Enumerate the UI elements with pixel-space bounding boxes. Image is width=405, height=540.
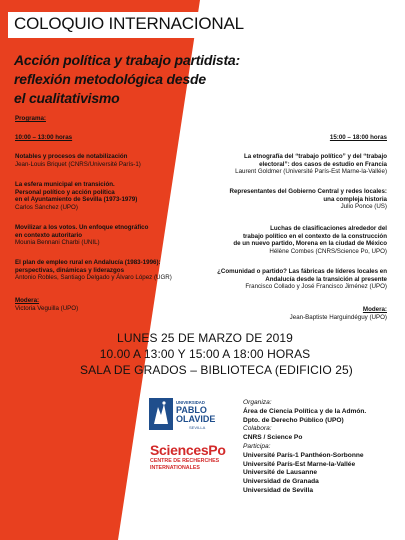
afternoon-talk	[217, 268, 387, 291]
sciencespo-logo-name: SciencesPo	[150, 442, 226, 458]
talk-speaker: Hélène Combes (CNRS/Science Po, UPO)	[269, 247, 387, 255]
participa-item: Université de Lausanne	[243, 469, 318, 477]
participa-item: Universidad de Granada	[243, 478, 319, 486]
credits-block	[243, 399, 366, 496]
afternoon-moderator	[290, 306, 387, 322]
talk-title: El plan de empleo rural en Andalucía (1983-1996):	[15, 259, 161, 266]
talk-title: en contexto autoritario	[15, 231, 83, 239]
talk-title: Personal político y acción política	[15, 188, 115, 196]
talk-title: una compleja historia	[323, 195, 387, 203]
moderator-label: Modera:	[362, 306, 387, 313]
program-label: Programa:	[15, 115, 46, 122]
sciencespo-logo	[150, 442, 230, 471]
talk-title: Luchas de clasificaciones alrededor del	[270, 225, 387, 232]
talk-title: Representantes del Gobierno Central y redes locales:	[229, 188, 387, 195]
sciencespo-logo-sub: INTERNATIONALES	[150, 464, 200, 471]
talk-speaker: Carlos Sánchez (UPO)	[15, 203, 78, 211]
talk-title: ¿Comunidad o partido? Las fábricas de líderes locales en	[217, 268, 387, 275]
talk-title: trabajo político en el contexto de la construcción	[242, 232, 387, 240]
sciencespo-logo-sub: CENTRE DE RECHERCHES	[150, 458, 220, 464]
event-venue: SALA DE GRADOS – BIBLIOTECA (EDIFICIO 25)	[80, 363, 353, 377]
talk-title: La etnografía del “trabajo político” y del “trabajo	[243, 153, 387, 160]
conference-title: COLOQUIO INTERNACIONAL	[14, 14, 244, 33]
talk-speaker: Laurent Goldmer (Université París-Est Marne-la-Vallée)	[235, 168, 387, 176]
participa-item: Universidad de Sevilla	[243, 486, 313, 494]
morning-talk	[15, 153, 141, 168]
event-details	[80, 330, 353, 378]
upo-logo-name-bottom: OLAVIDE	[176, 414, 216, 424]
afternoon-talk	[235, 153, 387, 176]
upo-logo-small: UNIVERSIDAD	[176, 400, 205, 405]
talk-title: Andalucía desde la transición al presente	[265, 275, 387, 283]
participa-label: Participa:	[243, 442, 271, 450]
morning-talk	[15, 181, 137, 211]
afternoon-talk	[230, 188, 388, 211]
talk-title: Notables y procesos de notabilización	[15, 153, 128, 160]
talk-speaker: Francisco Collado y José Francisco Jiménez (UPO)	[245, 283, 387, 291]
afternoon-talk	[233, 225, 387, 255]
talk-title: en el Ayuntamiento de Sevilla (1973-1979)	[15, 196, 138, 204]
moderator-name: Jean-Baptiste Harguindéguy (UPO)	[289, 314, 387, 321]
colabora-item: CNRS / Science Po	[243, 434, 303, 442]
upo-logo	[149, 397, 229, 431]
organiza-item: Área de Ciencia Política y de la Admón.	[243, 407, 367, 415]
upo-logo-city: SEVILLA	[189, 425, 206, 430]
afternoon-time: 15:00 – 18:00 horas	[329, 134, 387, 141]
morning-time: 10:00 – 13:00 horas	[15, 134, 73, 141]
talk-title: perspectivas, dinámicas y liderazgos	[15, 266, 125, 274]
talk-title: electoral”: dos casos de estudio en Francia	[259, 160, 387, 168]
talk-speaker: Antonio Robles, Santiago Delgado y Álvaro López (UGR)	[15, 274, 172, 282]
organiza-item: Dpto. de Derecho Público (UPO)	[243, 416, 344, 424]
conference-subtitle	[14, 51, 314, 108]
colabora-label: Colabora:	[243, 425, 272, 433]
subtitle-line: reflexión metodológica desde	[14, 71, 206, 87]
subtitle-line: el cualitativismo	[14, 90, 120, 106]
morning-moderator	[15, 297, 78, 313]
organiza-label: Organiza:	[243, 399, 272, 406]
event-date: LUNES 25 DE MARZO DE 2019	[117, 331, 293, 345]
upo-logo-name-top: PABLO	[176, 405, 207, 415]
talk-speaker: Julio Ponce (US)	[340, 203, 387, 211]
participa-item: Université París-Est Marne-la-Vallée	[243, 460, 356, 468]
moderator-label: Modera:	[15, 297, 40, 304]
morning-talk	[15, 224, 148, 247]
talk-title: de un nuevo partido, Morena en la ciudad de México	[233, 240, 387, 248]
talk-title: La esfera municipal en transición.	[15, 181, 115, 188]
morning-talk	[15, 259, 172, 282]
participa-item: Université París-1 Panthéon-Sorbonne	[243, 451, 364, 459]
moderator-name: Victoria Veguilla (UPO)	[15, 305, 79, 312]
talk-title: Movilizar a los votos. Un enfoque etnográfico	[15, 224, 149, 231]
subtitle-line: Acción política y trabajo partidista:	[14, 52, 240, 68]
talk-speaker: Mounia Bennani Charbi (UNIL)	[15, 239, 100, 247]
talk-speaker: Jean-Louis Briquet (CNRS/Université París-1)	[15, 160, 141, 168]
event-hours: 10.00 A 13:00 Y 15:00 A 18:00 HORAS	[99, 347, 311, 361]
